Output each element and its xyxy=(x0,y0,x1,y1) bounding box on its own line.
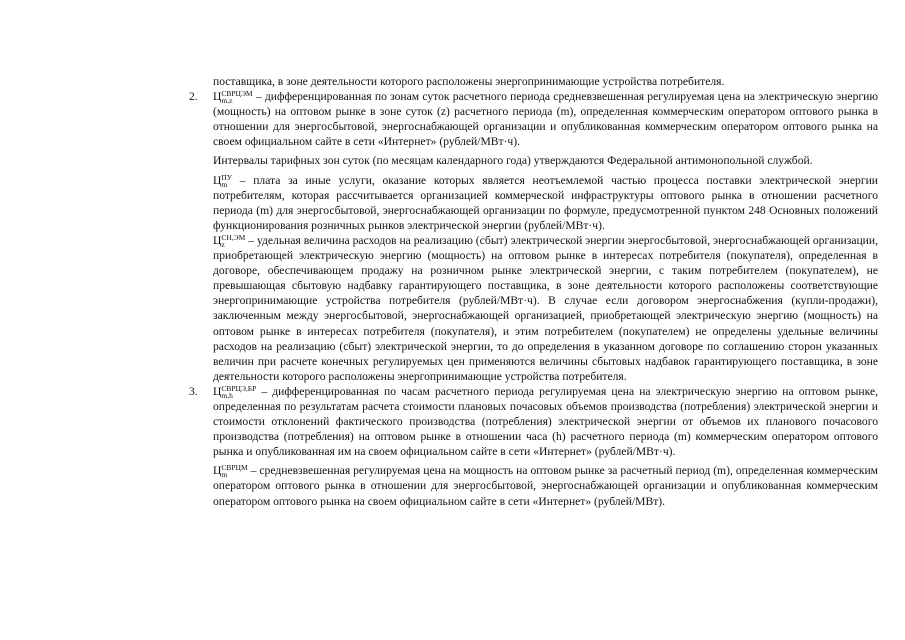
symbol-superscript: СВРЦМ xyxy=(221,463,248,473)
symbol-base: Ц xyxy=(213,90,222,104)
symbol-superscript: СН,ЭМ xyxy=(221,232,246,242)
paragraph-continuation: поставщика, в зоне деятельности которого расположены энергопринимающие устройства потребителя. xyxy=(213,75,725,88)
symbol-subscript: z xyxy=(221,239,225,249)
paragraph-intervals: Интервалы тарифных зон суток (по месяцам календарного года) утверждаются Федеральной антимонопольной службой. xyxy=(213,154,813,168)
symbol-subscript: m,h xyxy=(221,390,233,400)
symbol-indices xyxy=(221,90,252,104)
definition-sn xyxy=(213,233,878,384)
symbol-indices xyxy=(221,385,256,399)
definition-svrcm xyxy=(213,463,878,508)
symbol-subscript: m xyxy=(221,470,228,480)
definition-text: – дифференцированная по зонам суток расчетного периода средневзвешенная регулируемая цена на электрическую энергию (мощность) на оптовом рынке в зоне суток (z) расчетного периода (m), определенная коммерческим оператором оптового рынка в отношении для энергосбытовой, энергоснабжающей организации и опубликованная коммерческим оператором оптового рынка на своем официальном сайте в сети «Интернет» (рублей/МВт·ч). xyxy=(213,90,878,149)
list-number: 2. xyxy=(189,90,198,104)
formula-symbol xyxy=(213,89,253,106)
symbol-indices xyxy=(221,464,247,478)
symbol-superscript: СВРЦЭМ xyxy=(221,89,253,99)
formula-symbol xyxy=(213,174,232,187)
definition-text: – удельная величина расходов на реализацию (сбыт) электрической энергии энергосбытовой, энергоснабжающей организации, приобретающей электрическую энергию (мощность) на оптовом рынке в интересах потребителя (покупателя), определенная в договоре, обеспечивающем продажу на розничном рынке электрической энергии, с таким потребителем (покупателем), не превышающая сбытовую надбавку гарантирующего поставщика, в зоне деятельности которого расположены соответствующие энергопринимающие устройства потребителя (рублей/МВт·ч). В случае если договором энергоснабжения (купли-продажи), заключенным между энергосбытовой, энергоснабжающей организацией, приобретающей электрическую энергию (мощность) на оптовом рынке в интересах потребителя (покупателя), и этим потребителем (покупателем) не определены удельные величины расходов на реализацию (сбыт) электрической энергии, то до определения в указанном договоре по соглашению сторон указанных величин при расчете конечных регулируемых цен применяются величины сбытовых надбавок гарантирующего поставщика, в зоне деятельности которого расположены энергопринимающие устройства потребителя. xyxy=(213,233,878,383)
symbol-base: Ц xyxy=(213,384,222,398)
formula-symbol xyxy=(213,463,248,480)
list-item-3 xyxy=(189,383,878,459)
symbol-base: Ц xyxy=(213,173,222,187)
list-number: 3. xyxy=(189,384,198,398)
document-body xyxy=(189,74,878,509)
definition-text: – плата за иные услуги, оказание которых является неотъемлемой частью процесса поставки электрической энергии потребителям, которая рассчитывается организацией коммерческой инфраструктуры оптового рынка в отношении расчетного периода (m) для энергосбытовой, энергоснабжающей организации по формуле, предусмотренной пунктом 248 Основных положений функционирования розничных рынков электрической энергии (рублей/МВт·ч). xyxy=(213,173,878,232)
formula-symbol xyxy=(213,234,245,247)
formula-symbol xyxy=(213,385,256,398)
symbol-subscript: m xyxy=(221,179,228,189)
symbol-subscript: m,z xyxy=(221,96,233,106)
symbol-indices xyxy=(221,174,232,188)
symbol-base: Ц xyxy=(213,464,222,478)
symbol-base: Ц xyxy=(213,233,222,247)
definition-pu xyxy=(213,173,878,233)
symbol-superscript: СВРЦЭ,БР xyxy=(221,383,257,393)
list-item-2 xyxy=(189,89,878,149)
definition-text: – средневзвешенная регулируемая цена на мощность на оптовом рынке за расчетный период (m), определенная коммерческим оператором оптового рынка в отношении для энергосбытовой, энергоснабжающей организации и опубликованная коммерческим оператором оптового рынка на своем официальном сайте в сети «Интернет» (рублей/МВт). xyxy=(213,464,878,508)
symbol-superscript: ПУ xyxy=(221,172,233,182)
symbol-indices xyxy=(221,234,245,248)
definition-text: – дифференцированная по часам расчетного периода регулируемая цена на электрическую энергию на оптовом рынке, определенная по результатам расчета стоимости плановых почасовых объемов производства (потребления) электрической энергии и стоимости отклонений фактического производства (потребления) электрической энергии от объемов их планового почасового производства (потребления) на оптовом рынке в отношении часа (h) расчетного периода (m) коммерческим оператором оптового рынка и опубликованная им на своем официальном сайте в сети «Интернет» (рублей/МВт·ч). xyxy=(213,384,878,459)
